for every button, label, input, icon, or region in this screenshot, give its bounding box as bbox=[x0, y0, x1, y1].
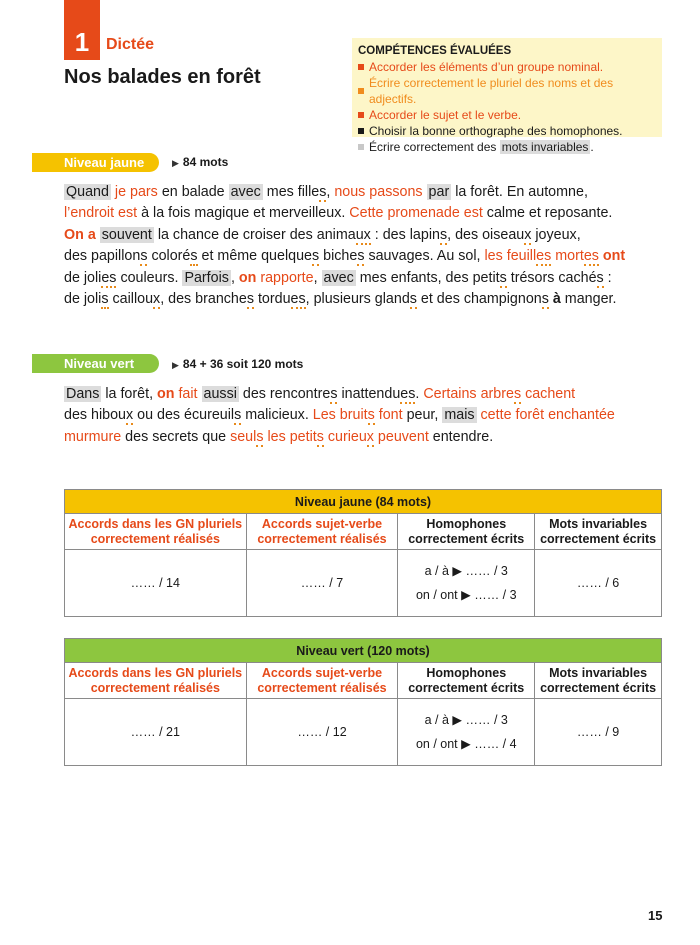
square-bullet-icon bbox=[358, 144, 364, 150]
ending: es bbox=[101, 269, 117, 286]
column-header: Mots invariables correctement écrits bbox=[535, 663, 662, 699]
column-header: Mots invariables correctement écrits bbox=[535, 514, 662, 550]
ending: s bbox=[357, 248, 365, 265]
ending: s bbox=[256, 428, 264, 445]
competence-text: Accorder les éléments d’un groupe nominal. bbox=[369, 60, 604, 74]
level-vert-pill: Niveau vert bbox=[32, 354, 159, 373]
word: Dans bbox=[66, 386, 100, 402]
competence-text: Choisir la bonne orthographe des homophones. bbox=[369, 124, 623, 138]
page-number: 15 bbox=[648, 908, 663, 923]
text: tordu bbox=[253, 291, 291, 308]
word: Parfois bbox=[184, 269, 229, 286]
table-title: Niveau vert (120 mots) bbox=[65, 639, 662, 663]
text: ou des écureuil bbox=[133, 407, 235, 424]
score-cell: …… / 7 bbox=[246, 550, 398, 617]
text: à la fois magique et merveilleux. bbox=[137, 205, 350, 222]
text: en balade bbox=[157, 184, 229, 200]
ending: s bbox=[316, 428, 324, 445]
competence-text bbox=[369, 139, 594, 155]
word: mais bbox=[444, 407, 475, 424]
ending: x bbox=[524, 226, 532, 243]
square-bullet-icon bbox=[358, 112, 364, 118]
word: à bbox=[552, 291, 561, 308]
dictation-line bbox=[64, 203, 664, 224]
text: des secrets que bbox=[121, 428, 231, 445]
text: peur, bbox=[402, 407, 443, 424]
ending: s bbox=[101, 291, 109, 308]
square-bullet-icon bbox=[358, 128, 364, 134]
competence-highlight: mots invariables bbox=[501, 140, 589, 154]
triangle-icon: ▶ bbox=[172, 360, 179, 370]
homophone-score: on / ont ▶ …… / 3 bbox=[415, 588, 517, 602]
word: fait bbox=[174, 386, 198, 402]
text: des papillon bbox=[64, 248, 141, 265]
table-title: Niveau jaune (84 mots) bbox=[65, 490, 662, 514]
column-header: Homophones correctement écrits bbox=[398, 514, 535, 550]
homophone-score: a / à ▶ …… / 3 bbox=[424, 713, 508, 727]
text: , bbox=[313, 269, 322, 286]
dictation-jaune bbox=[64, 182, 664, 310]
competence-item bbox=[358, 107, 656, 123]
ending: es bbox=[290, 291, 306, 308]
text: entendre. bbox=[428, 428, 494, 445]
score-table-vert bbox=[64, 638, 662, 766]
text: la forêt. En automne, bbox=[451, 184, 588, 200]
dictation-vert bbox=[64, 384, 664, 448]
word: Quand bbox=[66, 184, 109, 200]
square-bullet-icon bbox=[358, 64, 364, 70]
score-cell: …… / 9 bbox=[535, 699, 662, 766]
text: la forêt, bbox=[101, 386, 158, 402]
dictation-line bbox=[64, 225, 664, 246]
competence-item bbox=[358, 139, 656, 155]
score-cell bbox=[398, 699, 535, 766]
competence-item bbox=[358, 123, 656, 139]
column-header: Accords sujet-verbe correctement réalisés bbox=[246, 663, 398, 699]
text: sauvages. Au sol, bbox=[364, 248, 485, 265]
text: joyeux, bbox=[531, 226, 581, 243]
text: mes enfants, des petit bbox=[355, 269, 500, 286]
competence-text-part: Écrire correctement des bbox=[369, 140, 500, 154]
word: par bbox=[428, 184, 450, 200]
text: mes fille bbox=[262, 184, 320, 200]
word: nous passons bbox=[334, 184, 423, 200]
text: biche bbox=[319, 248, 358, 265]
word: murmure bbox=[64, 428, 122, 445]
word: rapporte bbox=[256, 269, 314, 286]
dictation-line bbox=[64, 405, 664, 426]
competence-item bbox=[358, 59, 656, 75]
text: coloré bbox=[147, 248, 191, 265]
text: couleurs. bbox=[116, 269, 183, 286]
ending: s bbox=[246, 291, 254, 308]
homophone-score: on / ont ▶ …… / 4 bbox=[415, 737, 517, 751]
ending: s bbox=[541, 291, 549, 308]
ending: s bbox=[439, 226, 448, 243]
level-jaune-count bbox=[172, 155, 228, 169]
score-cell: …… / 14 bbox=[65, 550, 247, 617]
text: la chance de croiser des anima bbox=[153, 226, 356, 243]
text: de joli bbox=[64, 291, 102, 308]
triangle-icon: ▶ bbox=[172, 158, 179, 168]
text: calme et reposante. bbox=[482, 205, 613, 222]
ending: es bbox=[400, 386, 416, 402]
column-header: Accords dans les GN pluriels correctement réalisés bbox=[65, 514, 247, 550]
column-header: Accords dans les GN pluriels correctement réalisés bbox=[65, 663, 247, 699]
ending: s bbox=[140, 248, 148, 265]
word: Certains bbox=[423, 386, 477, 402]
competence-text-part: . bbox=[590, 140, 594, 154]
text: , des branche bbox=[160, 291, 247, 308]
level-jaune-pill: Niveau jaune bbox=[32, 153, 159, 172]
competence-text: Accorder le sujet et le verbe. bbox=[369, 108, 522, 122]
word: on bbox=[157, 386, 175, 402]
ending: es bbox=[583, 248, 599, 265]
score-cell: …… / 6 bbox=[535, 550, 662, 617]
ending: x bbox=[153, 291, 161, 308]
word: aussi bbox=[203, 386, 237, 402]
word: curieu bbox=[323, 428, 367, 445]
ending: ux bbox=[355, 226, 371, 243]
word: arbre bbox=[476, 386, 514, 402]
word: font bbox=[374, 407, 403, 424]
level-vert-count bbox=[172, 357, 303, 371]
dictation-line bbox=[64, 384, 664, 405]
ending: s bbox=[312, 248, 320, 265]
ending: x bbox=[366, 428, 374, 445]
homophone-score: a / à ▶ …… / 3 bbox=[424, 564, 508, 578]
text: . bbox=[415, 386, 424, 402]
ending: s bbox=[330, 386, 338, 402]
text: , bbox=[230, 269, 239, 286]
score-cell bbox=[398, 550, 535, 617]
competence-item bbox=[358, 75, 656, 107]
text: caillou bbox=[108, 291, 154, 308]
ending: s bbox=[499, 269, 507, 286]
text: trésors caché bbox=[506, 269, 597, 286]
word: mort bbox=[551, 248, 584, 265]
dictation-line bbox=[64, 289, 664, 310]
ending: s bbox=[409, 291, 417, 308]
ending: s bbox=[319, 184, 327, 200]
word: avec bbox=[323, 269, 354, 286]
text: de joli bbox=[64, 269, 102, 286]
score-table-jaune bbox=[64, 489, 662, 617]
word: ont bbox=[602, 248, 626, 265]
ending: s bbox=[367, 407, 375, 424]
word: je pars bbox=[114, 184, 158, 200]
dictation-line bbox=[64, 182, 664, 203]
text: , bbox=[326, 184, 335, 200]
page-title: Nos balades en forêt bbox=[64, 66, 261, 88]
text: malicieux. bbox=[241, 407, 313, 424]
word: peuvent bbox=[373, 428, 429, 445]
dictation-line bbox=[64, 268, 664, 289]
word: seul bbox=[230, 428, 257, 445]
ending: s bbox=[596, 269, 604, 286]
ending: s bbox=[513, 386, 522, 402]
text: et même quelque bbox=[197, 248, 312, 265]
score-cell: …… / 12 bbox=[246, 699, 398, 766]
ending: s bbox=[234, 407, 242, 424]
word: cachent bbox=[521, 386, 576, 402]
text: inattendu bbox=[337, 386, 401, 402]
word: les petit bbox=[263, 428, 317, 445]
dictation-line bbox=[64, 246, 664, 267]
word: avec bbox=[230, 184, 261, 200]
score-cell: …… / 21 bbox=[65, 699, 247, 766]
ending: x bbox=[126, 407, 134, 424]
text: , plusieurs gland bbox=[305, 291, 410, 308]
square-bullet-icon bbox=[358, 88, 364, 94]
competences-box bbox=[352, 38, 662, 154]
word: cette forêt enchantée bbox=[476, 407, 615, 424]
word: Les bruit bbox=[312, 407, 368, 424]
chapter-number: 1 bbox=[64, 0, 100, 60]
text: : des lapin bbox=[370, 226, 440, 243]
ending: s bbox=[190, 248, 198, 265]
text: , des oiseau bbox=[447, 226, 525, 243]
text: des hibou bbox=[64, 407, 127, 424]
text: et des champignon bbox=[416, 291, 542, 308]
dictation-line bbox=[64, 427, 664, 448]
word: On a bbox=[64, 226, 96, 243]
column-header: Homophones correctement écrits bbox=[398, 663, 535, 699]
column-header: Accords sujet-verbe correctement réalisés bbox=[246, 514, 398, 550]
word: les feuill bbox=[484, 248, 537, 265]
word: souvent bbox=[101, 226, 152, 243]
text: des rencontre bbox=[238, 386, 331, 402]
competence-text: Écrire correctement le pluriel des noms et des adjectifs. bbox=[369, 76, 614, 106]
text: manger. bbox=[560, 291, 617, 308]
word: l’endroit est bbox=[64, 205, 138, 222]
word-count: 84 mots bbox=[182, 155, 229, 169]
ending: es bbox=[536, 248, 552, 265]
word: on bbox=[238, 269, 257, 286]
text: : bbox=[603, 269, 612, 286]
competences-heading: COMPÉTENCES ÉVALUÉES bbox=[358, 45, 512, 57]
chapter-title: Dictée bbox=[106, 36, 155, 53]
word: Cette promenade est bbox=[349, 205, 483, 222]
word-count: 84 + 36 soit 120 mots bbox=[182, 357, 304, 371]
